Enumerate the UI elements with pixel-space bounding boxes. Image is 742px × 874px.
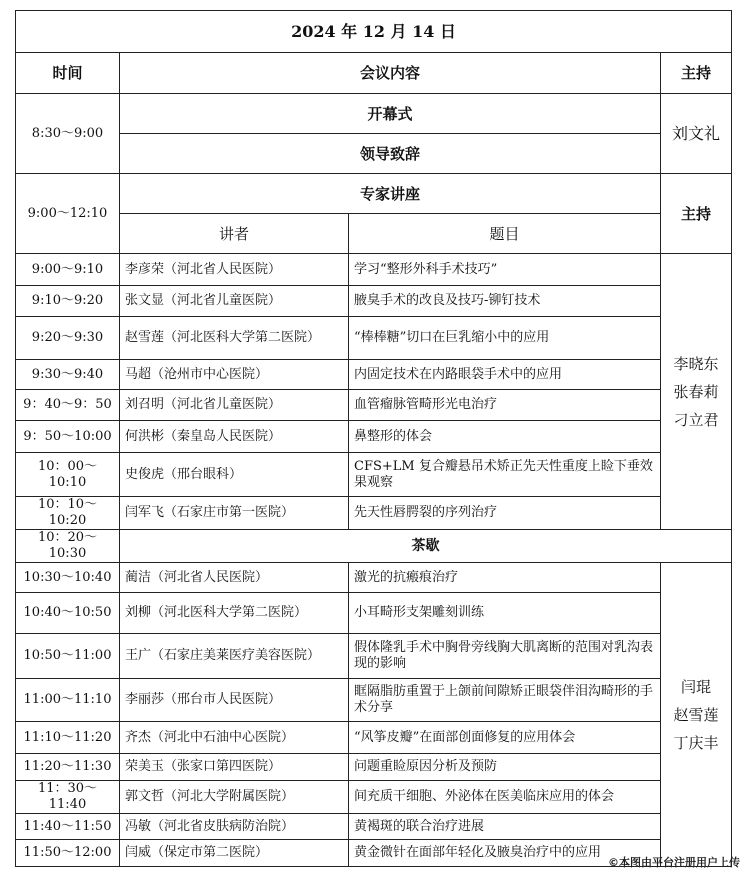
row-time: 10:30～10:40 [16,563,120,593]
row-topic: 激光的抗瘢痕治疗 [349,563,661,593]
table-row [16,390,732,421]
row-time: 11:10～11:20 [16,722,120,754]
opening-time: 8:30～9:00 [16,94,120,174]
date-title: 2024 年 12 月 14 日 [16,11,732,53]
table-row [16,360,732,390]
session1-moderators [661,254,732,530]
row-topic: “风筝皮瓣”在面部创面修复的应用体会 [349,722,661,754]
table-row [16,754,732,781]
row-time: 11：30～11:40 [16,781,120,814]
row-topic: 鼻整形的体会 [349,421,661,453]
session1-host-label: 主持 [661,174,732,254]
row-speaker: 郭文哲（河北大学附属医院） [120,781,349,814]
speaker-header: 讲者 [120,214,349,254]
row-time: 9:30～9:40 [16,360,120,390]
table-row [16,593,732,634]
row-time: 9:00～9:10 [16,254,120,286]
header-content: 会议内容 [120,53,661,94]
watermark: ©本图由平台注册用户上传 [608,856,740,869]
row-topic: 学习“整形外科手术技巧” [349,254,661,286]
row-topic: “棒棒糖”切口在巨乳缩小中的应用 [349,317,661,360]
row-time: 9：50～10:00 [16,421,120,453]
row-speaker: 何洪彬（秦皇岛人民医院） [120,421,349,453]
row-speaker: 刘柳（河北医科大学第二医院） [120,593,349,634]
table-row [16,421,732,453]
row-speaker: 冯敏（河北省皮肤病防治院） [120,814,349,840]
row-speaker: 王广（石家庄美莱医疗美容医院） [120,634,349,679]
row-time: 11:50～12:00 [16,840,120,867]
table-row [16,722,732,754]
table-row [16,453,732,497]
session1-time: 9:00～12:10 [16,174,120,254]
row-topic: 黄金微针在面部年轻化及腋臭治疗中的应用 [349,840,661,867]
table-row [16,814,732,840]
row-topic: 黄褐斑的联合治疗进展 [349,814,661,840]
row-speaker: 张文显（河北省儿童医院） [120,286,349,317]
row-topic: 内固定技术在内路眼袋手术中的应用 [349,360,661,390]
table-row [16,563,732,593]
row-time: 9:20～9:30 [16,317,120,360]
moderator: 赵雪莲 [673,705,719,724]
opening-ceremony: 开幕式 [120,94,661,134]
moderator: 张春莉 [673,382,719,401]
row-time: 11:00～11:10 [16,679,120,722]
row-time: 10:50～11:00 [16,634,120,679]
row-speaker: 李彦荣（河北省人民医院） [120,254,349,286]
table-row [16,781,732,814]
table-row [16,286,732,317]
table-row [16,254,732,286]
row-time: 9：40～9：50 [16,390,120,421]
row-speaker: 蔺洁（河北省人民医院） [120,563,349,593]
row-time: 11:20～11:30 [16,754,120,781]
moderator: 刁立君 [673,410,719,429]
row-speaker: 闫军飞（石家庄市第一医院） [120,497,349,530]
row-topic: 腋臭手术的改良及技巧-铆钉技术 [349,286,661,317]
row-speaker: 李丽莎（邢台市人民医院） [120,679,349,722]
row-time: 10：00～10:10 [16,453,120,497]
table-row [16,497,732,530]
row-topic: CFS+LM 复合瓣悬吊术矫正先天性重度上睑下垂效果观察 [349,453,661,497]
row-speaker: 赵雪莲（河北医科大学第二医院） [120,317,349,360]
table-row [16,634,732,679]
row-topic: 眶隔脂肪重置于上颌前间隙矫正眼袋伴泪沟畸形的手术分享 [349,679,661,722]
row-speaker: 马超（沧州市中心医院） [120,360,349,390]
break-label: 茶歇 [120,530,732,563]
break-time: 10：20～10:30 [16,530,120,563]
row-speaker: 史俊虎（邢台眼科） [120,453,349,497]
schedule-table [15,10,732,867]
row-time: 10：10～10:20 [16,497,120,530]
moderator: 丁庆丰 [673,733,719,752]
row-speaker: 齐杰（河北中石油中心医院） [120,722,349,754]
leader-speech: 领导致辞 [120,134,661,174]
row-speaker: 刘召明（河北省儿童医院） [120,390,349,421]
session2-moderators [661,563,732,867]
row-time: 10:40～10:50 [16,593,120,634]
row-speaker: 闫威（保定市第二医院） [120,840,349,867]
topic-header: 题目 [349,214,661,254]
moderator: 李晓东 [673,354,719,373]
row-topic: 血管瘤脉管畸形光电治疗 [349,390,661,421]
table-row [16,317,732,360]
header-host: 主持 [661,53,732,94]
moderator: 闫琨 [681,677,712,696]
row-topic: 问题重睑原因分析及预防 [349,754,661,781]
row-time: 11:40～11:50 [16,814,120,840]
row-topic: 假体隆乳手术中胸骨旁线胸大肌离断的范围对乳沟表现的影响 [349,634,661,679]
header-time: 时间 [16,53,120,94]
row-speaker: 荣美玉（张家口第四医院） [120,754,349,781]
row-time: 9:10～9:20 [16,286,120,317]
row-topic: 小耳畸形支架雕刻训练 [349,593,661,634]
table-row [16,679,732,722]
session1-title: 专家讲座 [120,174,661,214]
row-topic: 间充质干细胞、外泌体在医美临床应用的体会 [349,781,661,814]
break-row [16,530,732,563]
opening-host: 刘文礼 [661,94,732,174]
row-topic: 先天性唇腭裂的序列治疗 [349,497,661,530]
